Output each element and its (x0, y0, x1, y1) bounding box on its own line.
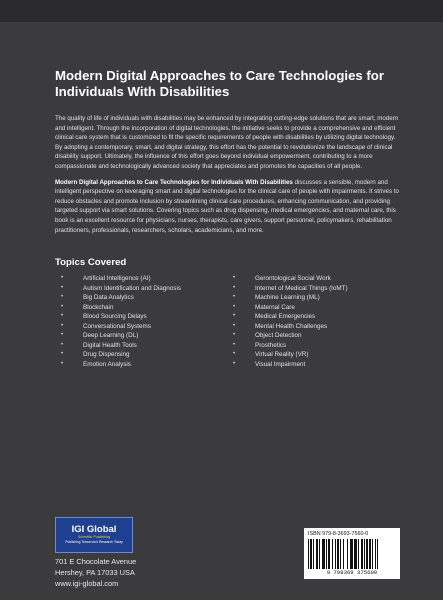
barcode-gap (378, 539, 380, 569)
topic-item: • Mental Health Challenges (227, 322, 399, 332)
topic-item: • Drug Dispensing (55, 350, 227, 360)
topic-item: • Artificial Intelligence (AI) (55, 274, 227, 284)
back-cover-content (55, 68, 400, 369)
topic-item: • Deep Learning (DL) (55, 331, 227, 341)
topic-item: • Machine Learning (ML) (227, 293, 399, 303)
topic-item: • Maternal Care (227, 303, 399, 313)
topic-item: • Internet of Medical Things (IoMT) (227, 284, 399, 294)
address-line-2: Hershey, PA 17033 USA (55, 568, 135, 577)
isbn-barcode (304, 528, 400, 579)
address-line-1: 701 E Chocolate Avenue (55, 557, 137, 566)
logo-name: IGI Global (71, 524, 117, 536)
topic-item: • Object Detection (227, 331, 399, 341)
topic-item: • Autism Identification and Diagnosis (55, 284, 227, 294)
igi-global-logo (55, 517, 133, 553)
topic-item: • Prosthetics (227, 341, 399, 351)
topic-item: • Visual Impairment (227, 360, 399, 370)
barcode-digits: 9 798369 375600 (326, 569, 378, 576)
topic-item: • Virtual Reality (VR) (227, 350, 399, 360)
publisher-info (55, 517, 255, 589)
book-title-inline: Modern Digital Approaches to Care Technologies for Individuals With Disabilities (55, 178, 293, 186)
topic-item: • Gerontological Social Work (227, 274, 399, 284)
topic-item: • Big Data Analytics (55, 293, 227, 303)
logo-tagline: Publishing Tomorrow's Research Today (65, 540, 123, 545)
logo-subtitle: Scientific Publishing (78, 535, 110, 540)
description-paragraph-1: The quality of life of individuals with disabilities may be enhanced by integrating cutting-edge solutions that are smart, modern and intelligent. Through the incorporation of digital technologies, the initiative seeks to provide a comprehensive and efficient clinical care system that is customized to fit the specific requirements of people with disabilities by utilizing digital technology. By adopting a contemporary, smart, and digital strategy, this effort has the potential to revolutionize the landscape of clinical disability support. Ultimately, the influence of this effort goes beyond individual empowerment, contributing to a more compassionate and technologically advanced society that appreciates and promotes the capacities of all people. (55, 115, 399, 170)
topic-item: • Emotion Analysis (55, 360, 227, 370)
topic-item: • Blood Sourcing Delays (55, 312, 227, 322)
description-paragraph-2 (55, 178, 400, 236)
topics-column-left (55, 274, 227, 369)
topics-column-right (227, 274, 399, 369)
top-band (0, 0, 443, 22)
book-title: Modern Digital Approaches to Care Technologies for Individuals With Disabilities (55, 68, 384, 99)
topic-item: • Medical Emergencies (227, 312, 399, 322)
topic-item: • Digital Health Tools (55, 341, 227, 351)
topics-list (55, 274, 400, 369)
website-link[interactable]: www.igi-global.com (55, 579, 119, 588)
barcode-bars (308, 539, 396, 569)
topic-item: • Conversational Systems (55, 322, 227, 332)
topics-heading: Topics Covered (55, 257, 127, 269)
isbn-label: ISBN 979-8-3693-7560-0 (308, 531, 369, 537)
topic-item: • Blockchain (55, 303, 227, 313)
description-paragraph-2-text: discusses a sensible, modern and intelligent perspective on leveraging smart and digital technologies for the clinical care of people with impairments. It strives to reduce obstacles and promote inclusion by streamlining clinical care procedures, enhancing communication, and providing targeted support via smart solutions. Covering topics such as drug dispensing, medical emergencies, and maternal care, this book is an excellent resource for physicians, nurses, therapists, care givers, support personnel, policymakers, rehabilitation practitioners, professionals, researchers, scholars, academicians, and more. (55, 178, 399, 234)
